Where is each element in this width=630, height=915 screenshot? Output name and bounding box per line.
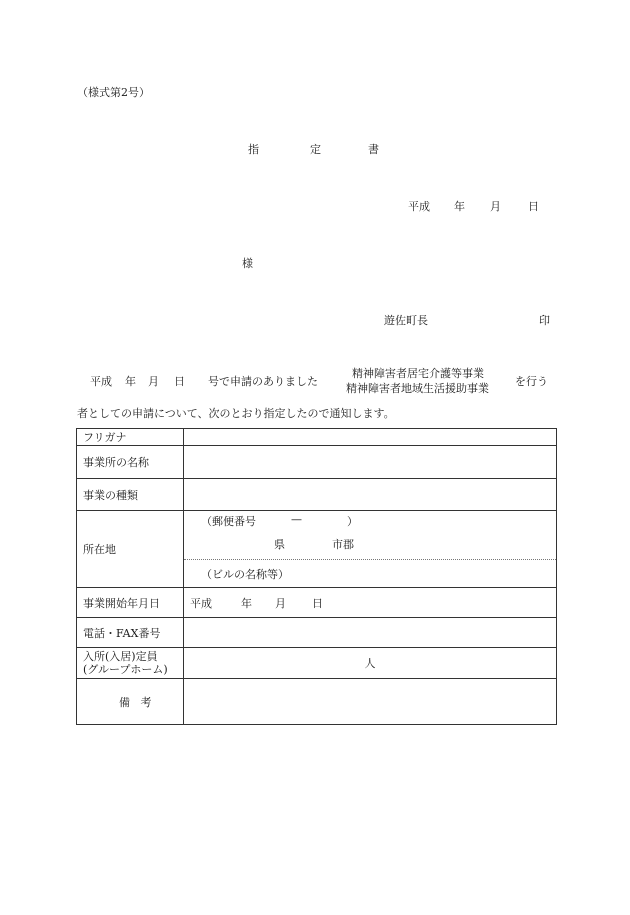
table-row <box>77 429 557 446</box>
building-name[interactable] <box>184 560 557 588</box>
furigana-value[interactable] <box>184 429 557 446</box>
service-item: 精神障害者地域生活援助事業 <box>346 382 489 395</box>
seal-mark: 印 <box>539 314 550 327</box>
business-type-label: 事業の種類 <box>77 479 184 511</box>
date-era: 平成 <box>408 200 430 213</box>
phone-fax-value[interactable] <box>184 618 557 648</box>
furigana-label: フリガナ <box>77 429 184 446</box>
table-row <box>77 511 557 560</box>
addressee-suffix: 様 <box>242 257 253 270</box>
issuer-name: 遊佐町長 <box>384 314 428 327</box>
postal-open: （郵便番号 <box>201 515 256 528</box>
remarks-label <box>77 679 184 725</box>
capacity-label <box>77 648 184 679</box>
start-date-label: 事業開始年月日 <box>77 588 184 618</box>
business-type-value[interactable] <box>184 479 557 511</box>
table-row <box>77 679 557 725</box>
remarks-char: 考 <box>140 695 152 709</box>
issue-date <box>408 198 539 214</box>
service-types <box>346 366 489 396</box>
date-day: 日 <box>528 200 539 213</box>
start-day: 日 <box>312 596 323 610</box>
body-year: 年 <box>125 375 136 388</box>
document-title <box>248 141 379 157</box>
postal-close: ） <box>347 515 358 528</box>
remarks-value[interactable] <box>184 679 557 725</box>
city-county: 市郡 <box>332 538 354 551</box>
start-date-value[interactable] <box>184 588 557 618</box>
title-char: 定 <box>310 143 321 156</box>
body-month: 月 <box>148 375 159 388</box>
title-char: 指 <box>248 143 259 156</box>
table-row <box>77 648 557 679</box>
body-era: 平成 <box>90 375 112 388</box>
building-label: （ビルの名称等） <box>201 567 289 581</box>
start-month: 月 <box>275 596 286 610</box>
table-row <box>77 479 557 511</box>
body-line-1 <box>90 373 318 389</box>
date-year: 年 <box>454 200 465 213</box>
start-year: 年 <box>241 596 252 610</box>
prefecture: 県 <box>274 538 285 551</box>
body-line-2: 者としての申請について、次のとおり指定したので通知します。 <box>77 407 395 420</box>
location-address[interactable] <box>184 511 557 560</box>
table-row <box>77 618 557 648</box>
phone-fax-label: 電話・FAX番号 <box>77 618 184 648</box>
body-tail: 号で申請のありました <box>208 375 318 388</box>
body-suffix: を行う <box>515 375 548 388</box>
capacity-label-line2: (グループホーム) <box>83 663 168 676</box>
date-month: 月 <box>490 200 501 213</box>
title-char: 書 <box>368 143 379 156</box>
postal-dash: — <box>291 513 302 526</box>
capacity-label-line1: 入所(入居)定員 <box>83 650 158 663</box>
office-name-label: 事業所の名称 <box>77 446 184 479</box>
capacity-value[interactable] <box>184 648 557 679</box>
form-number: （様式第2号） <box>77 86 150 99</box>
capacity-unit: 人 <box>364 657 376 670</box>
location-label: 所在地 <box>77 511 184 588</box>
body-day: 日 <box>174 375 185 388</box>
designation-table <box>76 428 557 725</box>
start-era: 平成 <box>190 596 212 610</box>
office-name-value[interactable] <box>184 446 557 479</box>
remarks-char: 備 <box>119 695 130 709</box>
table-row <box>77 446 557 479</box>
table-row <box>77 588 557 618</box>
service-item: 精神障害者居宅介護等事業 <box>352 367 484 380</box>
